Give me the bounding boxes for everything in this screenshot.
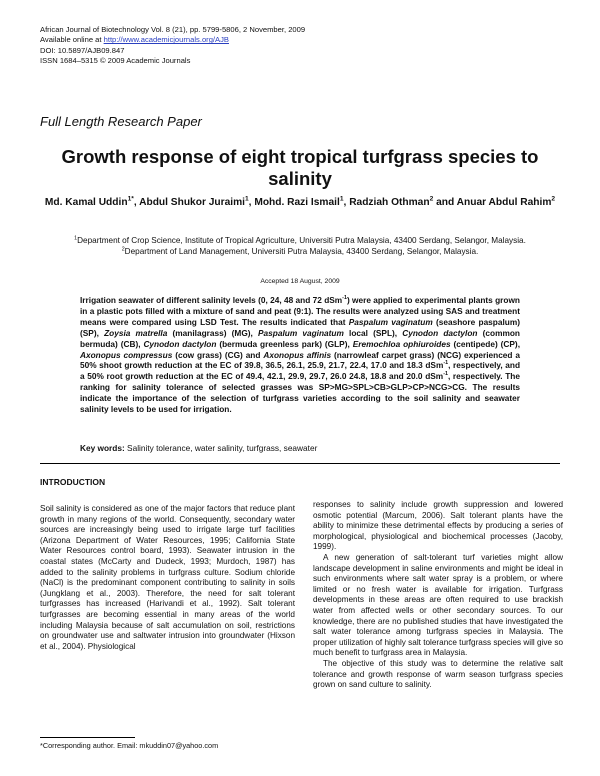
affiliation-text: Department of Crop Science, Institute of Tropical Agriculture, Universiti Putra Malaysia, 43400 Serdang, Selangor, Malaysia. — [77, 236, 526, 245]
author-superscript: 1 — [339, 195, 344, 203]
species-name: Paspalum vaginatum — [258, 327, 344, 338]
paragraph: Soil salinity is considered as one of the major factors that reduce plant growth in many regions of the world. Consequently, secondary water sources are increasingly being used to irrigate large turf facilities (Arizona Department of Water Resources, 1995; California State Water Resources control board, 1993). Seawater intrusion in the coastal states (McCarty and Dudeck, 1993; Murdoch, 1987) has added to the salinity problems in turfgrass culture. Sodium chloride (NaCl) is the predominant component contributing to salinity in soils (Jungklang et al., 2003). Therefore, the need for salt tolerant turfgrasses has increased (Harivandi et al., 1992). Salt tolerant turfgrasses are becoming essential in many areas of the world including Malaysia because of salt accumulation on soil, restrictions on groundwater use and saltwater intrusion into groundwater (Hixson et al., 2004). Physiological — [40, 504, 295, 651]
author-name: Abdul Shukor Juraimi — [139, 197, 245, 208]
abstract-superscript: -1 — [443, 371, 448, 378]
doi: DOI: 10.5897/AJB09.847 — [40, 45, 125, 55]
abstract-text: (cow grass) (CG) and — [172, 349, 264, 360]
affiliation-2 — [48, 247, 552, 258]
abstract-text: local (SPL), — [343, 327, 403, 338]
keywords-label: Key words: — [80, 443, 125, 453]
abstract-superscript: -1 — [342, 295, 347, 302]
footnote-rule — [40, 737, 135, 738]
paper-type: Full Length Research Paper — [40, 114, 202, 129]
availability-line — [40, 35, 305, 45]
body-column-left — [40, 504, 295, 652]
abstract-text: (seashore paspalum) (SP), — [80, 316, 520, 338]
paper-title: Growth response of eight tropical turfgrass species to salinity — [61, 146, 539, 189]
author-separator: , — [248, 197, 255, 208]
journal-header — [40, 25, 305, 67]
author-name: Mohd. Razi Ismail — [254, 197, 340, 208]
corresponding-author-footnote: *Corresponding author. Email: mkuddin07@yahoo.com — [40, 741, 219, 750]
abstract-text: , respectively. The ranking for salinity tolerance of selected grasses was SP>MG>SPL>CB>GLP>CP>NCG>CG. The results indicate the importance of the selection of turfgrass varieties according to the soil salinity and seawater salinity levels to be used for irrigation. — [80, 371, 520, 415]
affiliation-number: 2 — [121, 246, 125, 253]
author-superscript: 1* — [127, 195, 134, 203]
abstract-text: (bermuda greenless park) (GLP), — [216, 338, 353, 349]
paragraph: The objective of this study was to determine the relative salt tolerance and growth response of warm season turfgrass species grown on sand culture to salinity. — [313, 658, 563, 690]
accepted-date: Accepted 18 August, 2009 — [260, 278, 340, 285]
affiliation-number: 1 — [74, 235, 78, 242]
abstract-text: (common bermuda) (CB), — [80, 327, 520, 349]
journal-citation: African Journal of Biotechnology Vol. 8 (21), pp. 5799-5806, 2 November, 2009 — [40, 25, 306, 34]
affiliation-text: Department of Land Management, Universiti Putra Malaysia, 43400 Serdang, Selangor, Malaysia. — [124, 246, 479, 256]
author-superscript: 2 — [551, 195, 556, 203]
species-name: Paspalum vaginatum — [348, 316, 433, 327]
author-list — [44, 196, 556, 209]
keywords-list: Salinity tolerance, water salinity, turfgrass, seawater — [124, 443, 318, 453]
abstract-text: ) were applied to experimental plants grown in a plastic pots filled with a mixture of sand and peat (9:1). The results were analyzed using SAS and treatment means were compared using LSD Test. The results indicated that — [80, 295, 520, 327]
section-heading: INTRODUCTION — [40, 477, 106, 487]
paragraph: responses to salinity include growth suppression and lowered osmotic potential (Marcum, 2006). Salt tolerant plants have the ability to minimize these detrimental effects by producing a series of morphological, physiological and biochemical processes (Jacoby, 1999). — [313, 500, 563, 552]
body-column-right — [313, 500, 563, 691]
author-name: Md. Kamal Uddin — [44, 197, 128, 208]
species-name: Axonopus affinis — [263, 349, 332, 360]
abstract-text: (manilagrass) (MG), — [167, 327, 259, 338]
author-name: Anuar Abdul Rahim — [456, 197, 552, 208]
author-name: Radziah Othman — [349, 197, 430, 208]
journal-url-link[interactable]: http://www.academicjournals.org/AJB — [103, 35, 229, 45]
abstract-text: (centipede) (CP), — [450, 338, 521, 349]
keywords — [80, 443, 520, 453]
author-separator: , — [343, 197, 350, 208]
author-conjunction: and — [433, 197, 457, 208]
abstract-text: , respectively, and a 50% root growth reduction at the EC of 49.4, 42.1, 29.9, 29.7, 26.0 24.8, 18.8 and 20.0 dSm — [80, 360, 521, 382]
author-separator: , — [133, 197, 140, 208]
issn: ISSN 1684–5315 © 2009 Academic Journals — [40, 56, 191, 66]
affiliations — [48, 236, 552, 258]
species-name: Axonopus compressus — [80, 349, 173, 360]
abstract-superscript: -1 — [443, 360, 449, 367]
available-prefix: Available online at — [40, 35, 104, 45]
abstract-text: Irrigation seawater of different salinity levels (0, 24, 48 and 72 dSm — [80, 295, 343, 305]
species-name: Cynodon dactylon — [402, 327, 478, 338]
abstract-text: (narrowleaf carpet grass) (NCG) experienced a 50% shoot growth reduction at the EC of 39.8, 36.5, 26.1, 25.9, 21.7, 22.4, 17.0 and 18.3 dSm — [80, 349, 520, 371]
author-superscript: 1 — [244, 195, 249, 203]
author-superscript: 2 — [429, 195, 434, 203]
species-name: Eremochloa ophiuroides — [352, 338, 451, 349]
section-divider — [40, 463, 560, 464]
species-name: Cynodon dactylon — [143, 338, 217, 349]
species-name: Zoysia matrella — [104, 327, 168, 338]
abstract — [80, 295, 520, 415]
paragraph: A new generation of salt-tolerant turf varieties might allow landscape development in saline environments and might be ideal in such environments where salt water spray is a problem, or where limited or no fresh water is available for irrigation. Turfgrass developments in these areas are often required to use brackish water from affected wells or other secondary sources. To our knowledge, there are no published studies that have investigated the salt water tolerance among turfgrass species in Malaysia. The proper utilization of highly salt tolerance turfgrass species will give so much benefit to turfgrass area in Malaysia. — [313, 552, 563, 658]
